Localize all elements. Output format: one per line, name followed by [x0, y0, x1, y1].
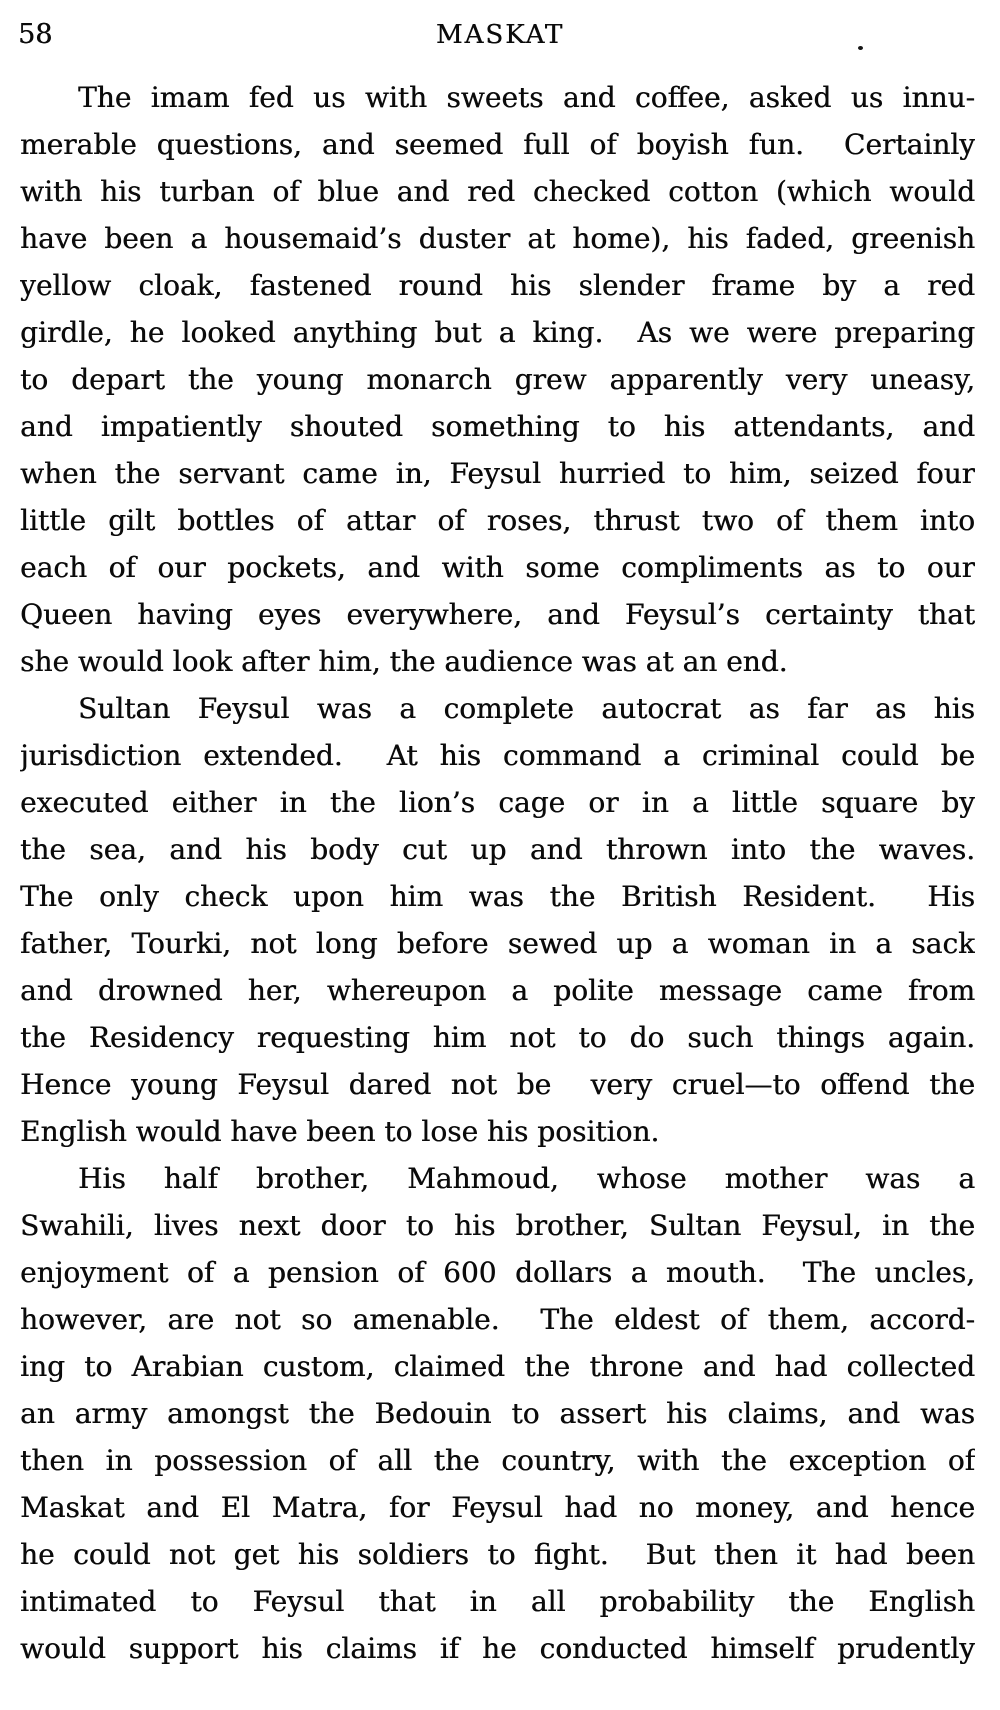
page-header	[0, 20, 1000, 56]
text-line: intimated to Feysul that in all probability the English	[20, 1585, 975, 1618]
text-line: ing to Arabian custom, claimed the throne and had collected	[20, 1350, 975, 1383]
text-line: have been a housemaid’s duster at home), his faded, greenish	[20, 222, 975, 255]
text-line: the Residency requesting him not to do such things again.	[20, 1021, 975, 1054]
text-line: executed either in the lion’s cage or in a little square by	[20, 786, 975, 819]
text-line: then in possession of all the country, with the exception of	[20, 1444, 975, 1477]
text-line: Queen having eyes everywhere, and Feysul’s certainty that	[20, 598, 975, 631]
text-line: when the servant came in, Feysul hurried to him, seized four	[20, 457, 975, 490]
text-line: he could not get his soldiers to fight. But then it had been	[20, 1538, 975, 1571]
text-line: each of our pockets, and with some compliments as to our	[20, 551, 975, 584]
text-line: The imam fed us with sweets and coffee, asked us innu-	[78, 81, 975, 114]
page-number: 58	[18, 19, 53, 50]
text-line: Hence young Feysul dared not be very cruel—to offend the	[20, 1068, 975, 1101]
text-line: His half brother, Mahmoud, whose mother was a	[78, 1162, 975, 1195]
text-line: merable questions, and seemed full of boyish fun. Certainly	[20, 128, 975, 161]
text-line: she would look after him, the audience was at an end.	[20, 645, 788, 678]
text-line: enjoyment of a pension of 600 dollars a mouth. The uncles,	[20, 1256, 975, 1289]
scan-artifact-dot	[858, 46, 863, 50]
text-line: little gilt bottles of attar of roses, thrust two of them into	[20, 504, 975, 537]
text-line: would support his claims if he conducted himself prudently	[20, 1632, 975, 1665]
text-line: yellow cloak, fastened round his slender frame by a red	[20, 269, 975, 302]
text-line: Sultan Feysul was a complete autocrat as far as his	[78, 692, 975, 725]
text-line: and impatiently shouted something to his attendants, and	[20, 410, 975, 443]
text-line: Maskat and El Matra, for Feysul had no money, and hence	[20, 1491, 975, 1524]
page-text	[20, 74, 975, 1672]
text-line: and drowned her, whereupon a polite message came from	[20, 974, 975, 1007]
text-line: an army amongst the Bedouin to assert his claims, and was	[20, 1397, 975, 1430]
text-line: jurisdiction extended. At his command a criminal could be	[20, 739, 975, 772]
text-line: Swahili, lives next door to his brother, Sultan Feysul, in the	[20, 1209, 975, 1242]
text-line: with his turban of blue and red checked cotton (which would	[20, 175, 975, 208]
text-line: English would have been to lose his position.	[20, 1115, 660, 1148]
text-line: father, Tourki, not long before sewed up a woman in a sack	[20, 927, 975, 960]
text-line: girdle, he looked anything but a king. As we were preparing	[20, 316, 975, 349]
text-line: to depart the young monarch grew apparently very uneasy,	[20, 363, 975, 396]
text-line: the sea, and his body cut up and thrown into the waves.	[20, 833, 975, 866]
text-line: The only check upon him was the British Resident. His	[20, 880, 975, 913]
text-line: however, are not so amenable. The eldest of them, accord-	[20, 1303, 975, 1336]
running-title: MASKAT	[435, 20, 565, 50]
